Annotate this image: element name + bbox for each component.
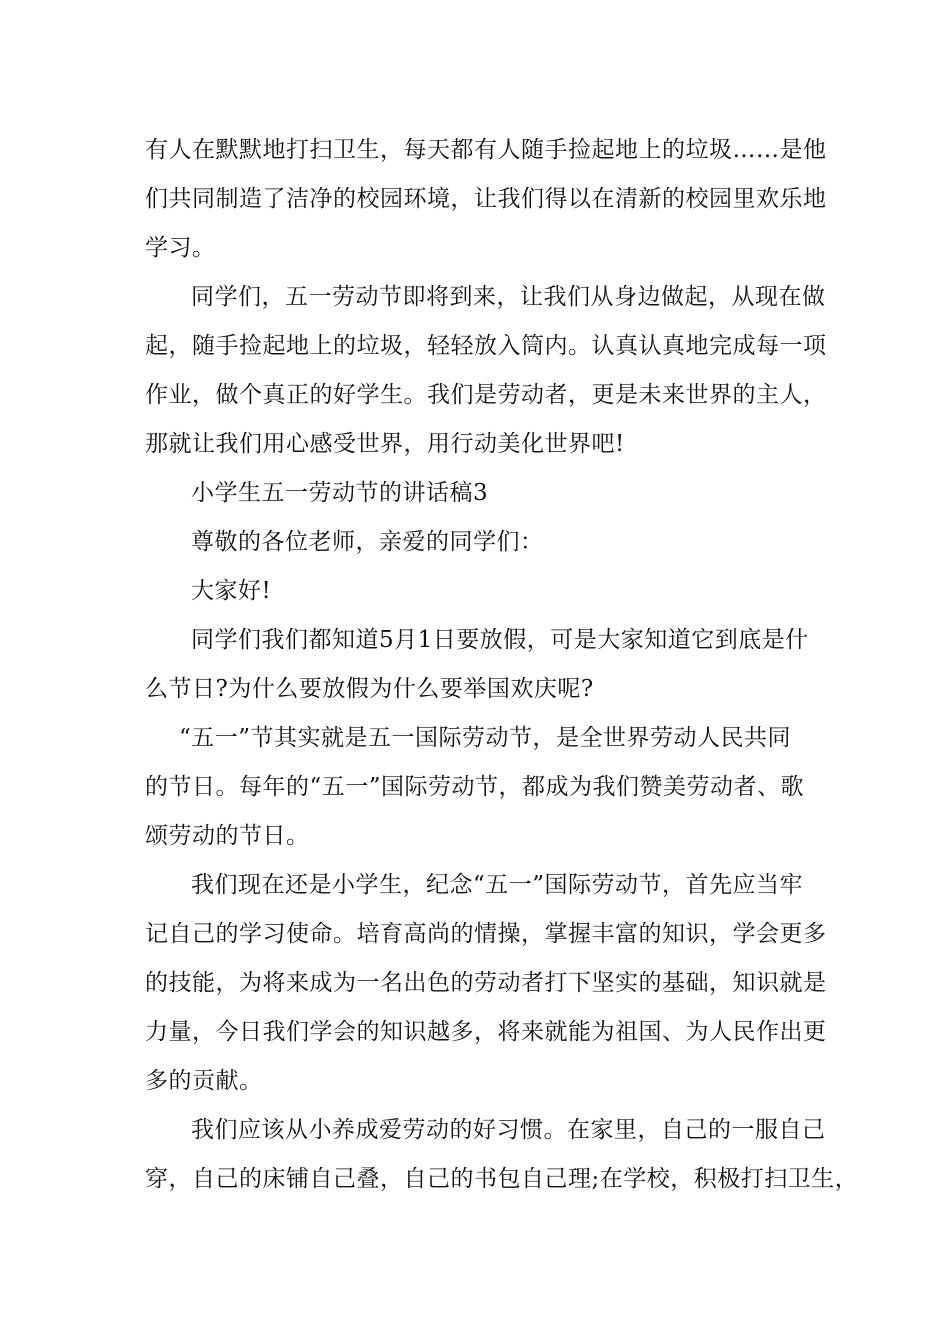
section-heading	[145, 469, 810, 518]
text-line: 的技能，为将来成为一名出色的劳动者打下坚实的基础，知识就是	[145, 970, 827, 996]
text-line: 我们应该从小养成爱劳动的好习惯。在家里，自己的一服自己	[191, 1117, 826, 1143]
text-line: 小学生五一劳动节的讲话稿3	[191, 480, 489, 506]
text-line: 那就让我们用心感受世界，用行动美化世界吧!	[145, 431, 625, 457]
text-line: 同学们，五一劳动节即将到来，让我们从身边做起，从现在做	[191, 284, 826, 310]
paragraph	[145, 126, 827, 273]
text-line: 同学们我们都知道5月1日要放假，可是大家知道它到底是什	[191, 627, 809, 653]
text-line: 颂劳动的节日。	[145, 823, 310, 849]
text-line: 有人在默默地打扫卫生，每天都有人随手捡起地上的垃圾……是他	[145, 137, 827, 163]
text-line: 大家好!	[191, 578, 272, 604]
text-line: “五一”节其实就是五一国际劳动节，是全世界劳动人民共同	[179, 725, 792, 751]
greeting	[145, 567, 810, 616]
text-line: 学习。	[145, 235, 216, 261]
paragraph	[145, 616, 810, 714]
text-line: 尊敬的各位老师，亲爱的同学们：	[191, 529, 544, 555]
text-line: 作业，做个真正的好学生。我们是劳动者，更是未来世界的主人，	[145, 382, 827, 408]
salutation	[145, 518, 810, 567]
paragraph	[145, 1106, 859, 1204]
text-line: 们共同制造了洁净的校园环境，让我们得以在清新的校园里欢乐地	[145, 186, 827, 212]
text-line: 力量，今日我们学会的知识越多，将来就能为祖国、为人民作出更	[145, 1019, 827, 1045]
text-line: 多的贡献。	[145, 1068, 263, 1094]
text-line: 穿，自己的床铺自己叠，自己的书包自己理;在学校，积极打扫卫生，	[145, 1166, 859, 1192]
text-line: 起，随手捡起地上的垃圾，轻轻放入筒内。认真认真地完成每一项	[145, 333, 827, 359]
text-line: 么节日?为什么要放假为什么要举国欢庆呢?	[145, 676, 594, 702]
paragraph	[145, 714, 810, 861]
text-line: 的节日。每年的“五一”国际劳动节，都成为我们赞美劳动者、歌	[145, 774, 805, 800]
paragraph	[145, 273, 827, 469]
text-line: 我们现在还是小学生，纪念“五一”国际劳动节，首先应当牢	[191, 872, 804, 898]
text-line: 记自己的学习使命。培育高尚的情操，掌握丰富的知识，学会更多	[145, 921, 827, 947]
paragraph	[145, 861, 827, 1106]
document-body	[145, 126, 859, 1204]
